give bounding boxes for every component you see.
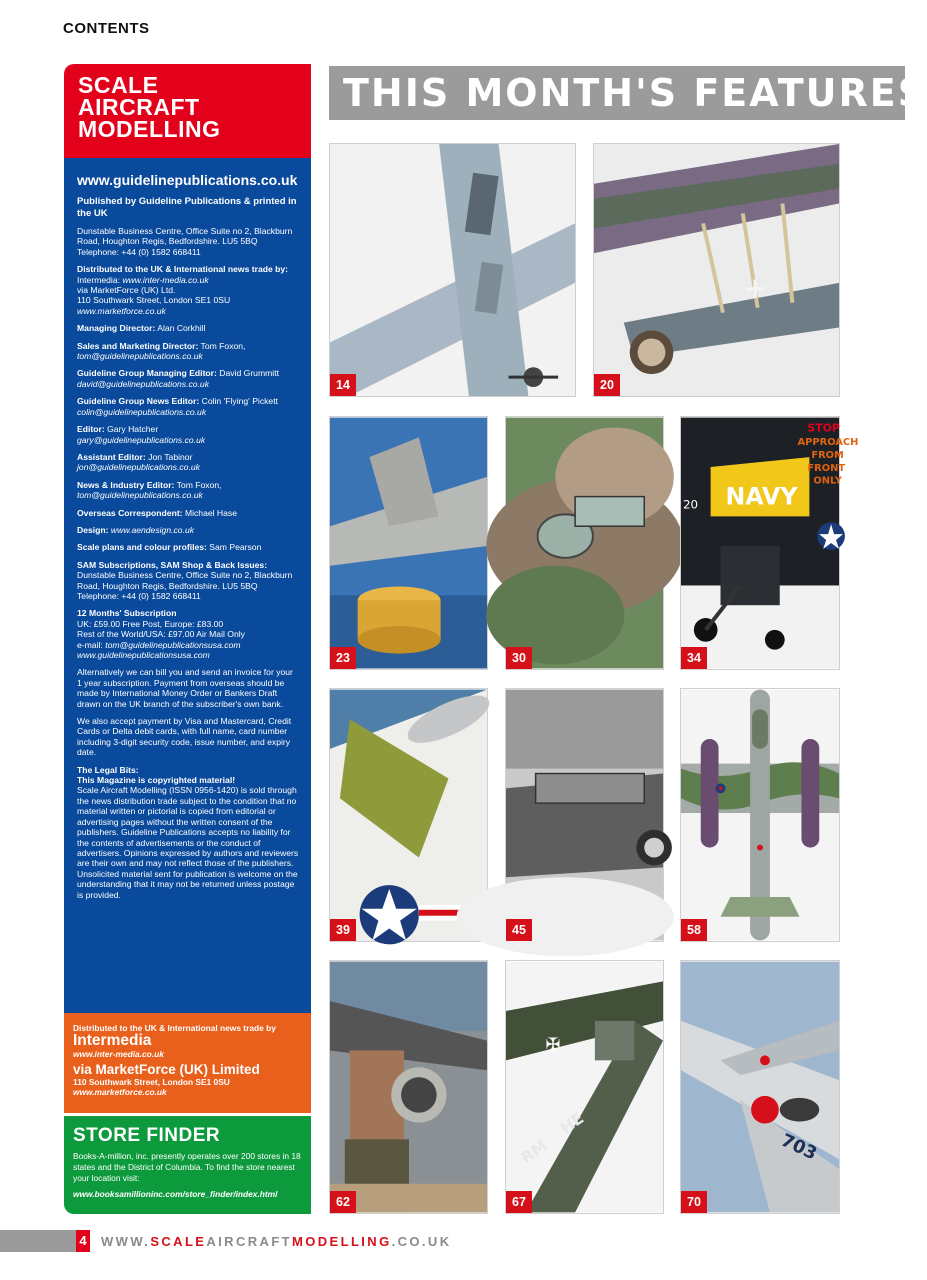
credit-subscriptions: SAM Subscriptions, SAM Shop & Back Issues: Dunstable Business Centre, Office Suite no 2, Blackburn Road, Houghton Regis, Bedfordshire. LU5 5BQ Telephone: +44 (0) 1582 668411 xyxy=(77,559,293,601)
masthead xyxy=(64,64,311,158)
masthead-line-3: MODELLING xyxy=(78,116,221,142)
distribution-box xyxy=(64,1013,311,1113)
photo-tail-number: 20 xyxy=(682,497,699,512)
credit-news-industry-editor: News & Industry Editor: Tom Foxon, tom@guidelinepublications.co.uk xyxy=(77,479,222,501)
page-number-badge: 62 xyxy=(330,1191,356,1213)
credit-scale-plans: Scale plans and colour profiles: Sam Pearson xyxy=(77,542,262,553)
page-number-badge: 70 xyxy=(681,1191,707,1213)
photo-navy-text: NAVY xyxy=(725,482,798,511)
distribution-label: Distributed to the UK & International news trade by xyxy=(73,1023,276,1033)
masthead-line-1: SCALE xyxy=(78,72,159,98)
photo-code-703: 703 xyxy=(777,1130,820,1165)
footer-bar xyxy=(0,1230,76,1252)
feature-photo-14[interactable] xyxy=(329,143,576,397)
feature-photo-45[interactable] xyxy=(505,688,664,942)
credit-managing-director: Managing Director: Alan Corkhill xyxy=(77,323,206,334)
photo-ground-crew xyxy=(330,961,487,1213)
feature-photo-20[interactable] xyxy=(593,143,840,397)
credit-group-news-editor: Guideline Group News Editor: Colin 'Flying' Pickett colin@guidelinepublications.co.uk xyxy=(77,396,278,417)
marketforce-address: 110 Southwark Street, London SE1 0SU xyxy=(73,1077,230,1087)
store-finder-title: STORE FINDER xyxy=(73,1125,221,1146)
photo-only-text: ONLY xyxy=(813,475,842,487)
feature-photo-62[interactable] xyxy=(329,960,488,1214)
page-number-badge: 58 xyxy=(681,919,707,941)
subscription-prices: 12 Months' Subscription UK: £59.00 Free Post, Europe: £83.00 Rest of the World/USA: £97.00 Air Mail Only e-mail: tom@guidelinepublicationsusa.com www.guidelinepublicationsusa.com xyxy=(77,608,245,660)
photo-stop-text: STOP xyxy=(807,421,840,435)
publisher-url[interactable]: www.guidelinepublications.co.uk xyxy=(77,172,298,188)
feature-photo-70[interactable] xyxy=(680,960,840,1214)
store-finder-link[interactable]: www.booksamillioninc.com/store_finder/index.html xyxy=(73,1189,278,1199)
photo-front-text: FRONT xyxy=(807,462,846,474)
page-number-badge: 20 xyxy=(594,374,620,396)
intermedia-name: Intermedia xyxy=(73,1032,152,1049)
marketforce-url[interactable]: www.marketforce.co.uk xyxy=(73,1087,167,1097)
page-number-badge: 67 xyxy=(506,1191,532,1213)
photo-monochrome-aircraft xyxy=(506,689,663,941)
page-number-badge: 23 xyxy=(330,647,356,669)
feature-photo-30[interactable] xyxy=(505,416,664,670)
feature-photo-67[interactable] xyxy=(505,960,664,1214)
credit-assistant-editor: Assistant Editor: Jon Tabinor jon@guidelinepublications.co.uk xyxy=(77,451,200,473)
credit-editor: Editor: Gary Hatcher gary@guidelinepublications.co.uk xyxy=(77,424,206,445)
credits-panel xyxy=(64,158,311,1013)
credit-group-managing-editor: Guideline Group Managing Editor: David Grummitt david@guidelinepublications.co.uk xyxy=(77,368,279,389)
feature-photo-23[interactable] xyxy=(329,416,488,670)
store-finder-box xyxy=(64,1116,311,1214)
legal-text: The Legal Bits: This Magazine is copyrighted material! Scale Aircraft Modelling (ISSN 0956-1420) is sold through the news distribution trade subject to the condition that no material written or pictorial is copied from editorial or advertising pages without the written consent of the publishers. Guideline Publications accepts no liability for the contents of advertisements or the conduct of advertisers. Opinions expressed by authors and reviewers are their own and may not reflect those of the publishers. Unsolicited material sent for publication is welcome on the understanding that it may not be returned unless postage is provided. xyxy=(77,764,299,900)
credit-overseas-correspondent: Overseas Correspondent: Michael Hase xyxy=(77,507,237,518)
photo-code-he: HE xyxy=(556,1108,588,1138)
marketforce-name: via MarketForce (UK) Limited xyxy=(73,1062,260,1077)
feature-photo-58[interactable] xyxy=(680,688,840,942)
photo-silver-jet xyxy=(681,961,839,1213)
photo-biplane-code: + xyxy=(742,270,768,306)
page-number-badge: 39 xyxy=(330,919,356,941)
photo-twin-engine-plan xyxy=(681,689,839,941)
masthead-line-2: AIRCRAFT xyxy=(78,94,200,120)
photo-bomber-canopy xyxy=(506,417,663,669)
photo-biplane xyxy=(594,144,839,396)
intermedia-url[interactable]: www.inter-media.co.uk xyxy=(73,1049,164,1059)
payment-text: We also accept payment by Visa and Mastercard, Credit Cards or Delta debit cards, with full name, card number including 3-digit security code, issue number, and expiry date. xyxy=(77,716,292,758)
photo-luftwaffe-aircraft xyxy=(506,961,663,1213)
photo-grey-fighter xyxy=(330,144,575,396)
photo-from-text: FROM xyxy=(811,450,844,462)
page-number: 4 xyxy=(76,1230,90,1252)
footer-url[interactable]: WWW.SCALEAIRCRAFTMODELLING.CO.UK xyxy=(101,1234,452,1249)
page-number-badge: 14 xyxy=(330,374,356,396)
credit-design: Design: www.aendesign.co.uk xyxy=(77,524,195,535)
credit-sales-director: Sales and Marketing Director: Tom Foxon, tom@guidelinepublications.co.uk xyxy=(77,340,246,362)
page-number-badge: 30 xyxy=(506,647,532,669)
page-number-badge: 45 xyxy=(506,919,532,941)
distribution-credits: Distributed to the UK & International news trade by: Intermedia: www.inter-media.co.uk via MarketForce (UK) Ltd. 110 Southwark Street, London SE1 0SU www.marketforce.co.uk xyxy=(77,264,289,316)
svg-text:✠: ✠ xyxy=(545,1035,561,1056)
page-number-badge: 34 xyxy=(681,647,707,669)
published-by: Published by Guideline Publications & printed in the UK xyxy=(77,196,297,219)
invoice-text: Alternatively we can bill you and send an invoice for your 1 year subscription. Payment from overseas should be made by International Money Order or Bankers Draft drawn on the UK branch of the subscriber's own bank. xyxy=(77,667,293,709)
photo-jet-wing xyxy=(330,417,487,669)
section-label: CONTENTS xyxy=(63,20,150,37)
features-heading: THIS MONTH'S FEATURES xyxy=(329,66,905,120)
photo-navy-helicopter xyxy=(681,417,859,669)
feature-photo-34[interactable] xyxy=(680,416,859,670)
photo-approach-text: APPROACH xyxy=(797,437,859,449)
photo-code-rm: RM xyxy=(517,1135,551,1168)
publisher-address: Dunstable Business Centre, Office Suite no 2, Blackburn Road, Houghton Regis, Bedfordshire. LU5 5BQ Telephone: +44 (0) 1582 668411 xyxy=(77,226,293,257)
store-finder-text: Books-A-million, inc. presently operates over 200 stores in 18 states and the District of Columbia. To find the store nearest your location visit: xyxy=(73,1151,301,1183)
